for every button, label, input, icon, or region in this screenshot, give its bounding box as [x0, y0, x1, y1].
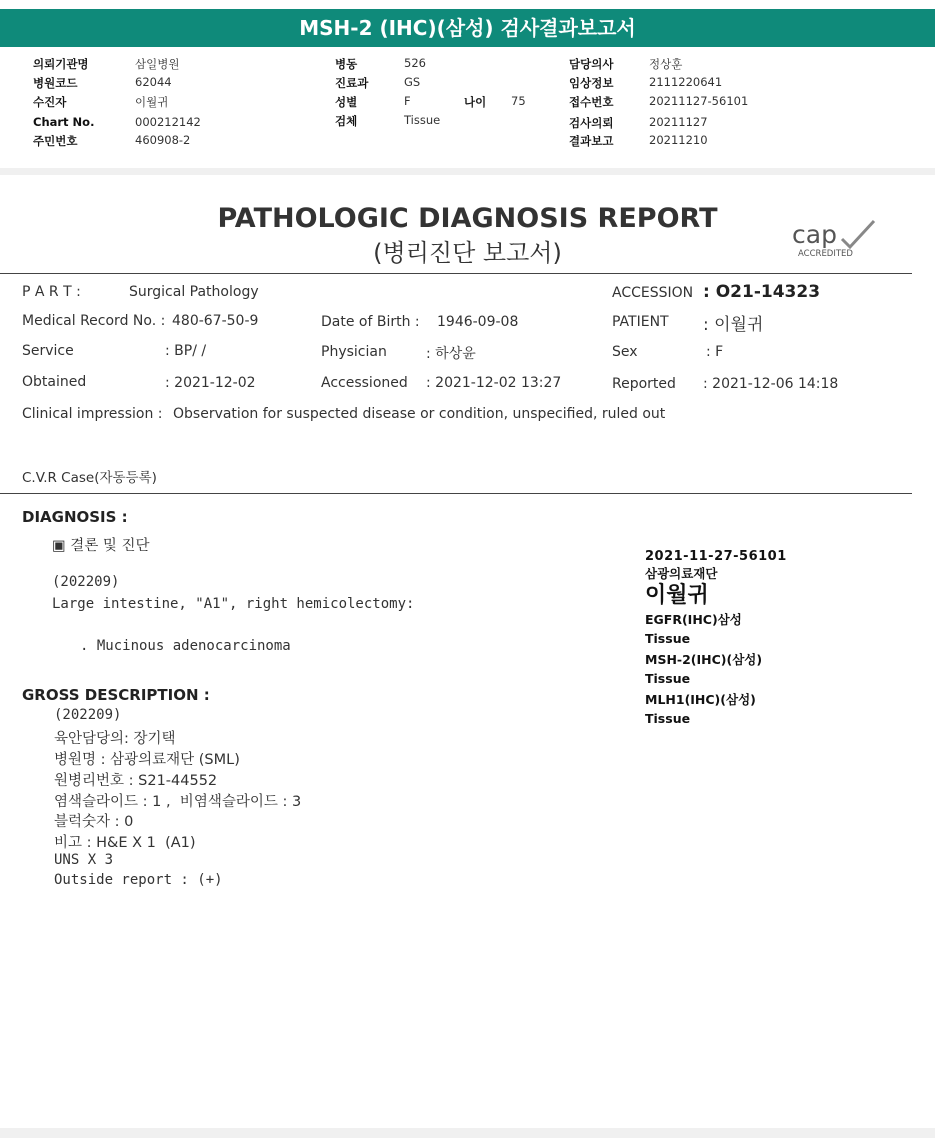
- resident-no-value: 460908-2: [135, 133, 191, 147]
- patient-value: : 이월귀: [703, 315, 764, 335]
- part-label: P A R T :: [22, 284, 81, 300]
- clinical-info-label: 임상정보: [569, 76, 614, 90]
- mrn-label: Medical Record No. :: [22, 313, 166, 329]
- mrn-value: 480-67-50-9: [172, 313, 259, 329]
- gross-line: 원병리번호 : S21-44552: [54, 773, 218, 789]
- dob-label: Date of Birth :: [321, 314, 420, 330]
- gross-line: 염색슬라이드 : 1 , 비염색슬라이드 : 3: [54, 794, 302, 810]
- gross-description-heading: GROSS DESCRIPTION :: [22, 686, 210, 704]
- request-date-label: 검사의뢰: [569, 116, 614, 130]
- result-header: [0, 0, 935, 168]
- sticker-line: Tissue: [645, 631, 691, 646]
- department-label: 진료과: [335, 76, 369, 90]
- pathology-report: [0, 175, 935, 1128]
- sticker-patient-name: 이월귀: [645, 583, 709, 608]
- chart-no-value: 000212142: [135, 115, 201, 129]
- accessioned-label: Accessioned: [321, 375, 408, 391]
- header-title: MSH-2 (IHC)(삼성) 검사결과보고서: [0, 9, 935, 47]
- gross-line: (202209): [54, 707, 122, 723]
- receipt-no-value: 20211127-56101: [649, 94, 749, 108]
- reported-label: Reported: [612, 376, 676, 392]
- sticker-line: MSH-2(IHC)(삼성): [645, 652, 763, 667]
- diagnosis-result: . Mucinous adenocarcinoma: [80, 638, 291, 654]
- report-date-label: 결과보고: [569, 134, 614, 148]
- reported-value: : 2021-12-06 14:18: [703, 376, 839, 392]
- info-divider: [0, 493, 912, 494]
- specimen-value: Tissue: [404, 113, 441, 127]
- age-label: 나이: [464, 95, 487, 109]
- age-value: 75: [511, 94, 526, 108]
- physician-value: : 하상윤: [426, 346, 476, 362]
- clinical-impression-value: Observation for suspected disease or condition, unspecified, ruled out: [173, 406, 666, 422]
- cap-accredited-text: ACCREDITED: [798, 249, 853, 259]
- gross-line: Outside report : (+): [54, 872, 223, 888]
- part-value: Surgical Pathology: [129, 284, 259, 300]
- specimen-label-sticker: [645, 549, 865, 728]
- cap-logo-text: cap: [792, 220, 837, 249]
- clinical-info-value: 2111220641: [649, 75, 723, 89]
- hospital-name-label: 의뢰기관명: [33, 57, 89, 71]
- gross-line: UNS X 3: [54, 852, 114, 868]
- report-title-en: PATHOLOGIC DIAGNOSIS REPORT: [217, 203, 718, 234]
- sticker-line: EGFR(IHC)삼성: [645, 612, 742, 627]
- patient-label: PATIENT: [612, 314, 669, 330]
- gender-label: 성별: [335, 95, 358, 109]
- sticker-line: Tissue: [645, 711, 691, 726]
- cap-accredited-logo: [790, 215, 880, 260]
- hospital-code-label: 병원코드: [33, 76, 78, 90]
- gender-value: F: [404, 94, 411, 108]
- obtained-label: Obtained: [22, 374, 87, 390]
- diagnosis-subheading: ▣ 결론 및 진단: [52, 538, 150, 554]
- specimen-label: 검체: [335, 114, 358, 128]
- hospital-code-value: 62044: [135, 75, 172, 89]
- accession-label: ACCESSION: [612, 285, 694, 301]
- physician-label: Physician: [321, 344, 387, 360]
- diagnosis-line: Large intestine, "A1", right hemicolectomy:: [52, 596, 415, 612]
- receipt-no-label: 접수번호: [569, 95, 614, 109]
- department-value: GS: [404, 75, 421, 89]
- accessioned-value: : 2021-12-02 13:27: [426, 375, 562, 391]
- sticker-org: 삼광의료재단: [645, 566, 718, 581]
- accession-value: : O21-14323: [703, 282, 821, 302]
- sticker-number: 2021-11-27-56101: [645, 549, 787, 564]
- hospital-name-value: 삼일병원: [135, 57, 180, 71]
- diagnosis-code: (202209): [52, 574, 120, 590]
- examinee-label: 수진자: [33, 95, 67, 109]
- report-title-kr: (병리진단 보고서): [373, 239, 562, 267]
- ward-value: 526: [404, 56, 426, 70]
- dob-value: 1946-09-08: [437, 314, 519, 330]
- request-date-value: 20211127: [649, 115, 708, 129]
- doctor-value: 정상훈: [649, 57, 683, 71]
- cvr-case: C.V.R Case(자동등록): [22, 470, 157, 486]
- sticker-line: Tissue: [645, 671, 691, 686]
- doctor-label: 담당의사: [569, 57, 614, 71]
- gross-line: 블럭숫자 : 0: [54, 814, 134, 830]
- diagnosis-heading: DIAGNOSIS :: [22, 508, 128, 526]
- chart-no-label: Chart No.: [33, 115, 95, 129]
- resident-no-label: 주민번호: [33, 134, 78, 148]
- obtained-value: : 2021-12-02: [165, 375, 256, 391]
- gross-line: 육안담당의: 장기택: [54, 731, 176, 747]
- ward-label: 병동: [335, 57, 358, 71]
- gross-line: 비고 : H&E X 1 (A1): [54, 835, 196, 851]
- service-value: : BP/ /: [165, 343, 207, 359]
- examinee-value: 이월귀: [135, 95, 169, 109]
- sex-value: : F: [706, 344, 724, 360]
- sticker-line: MLH1(IHC)(삼성): [645, 692, 756, 707]
- report-date-value: 20211210: [649, 133, 708, 147]
- clinical-impression-label: Clinical impression :: [22, 406, 163, 422]
- service-label: Service: [22, 343, 74, 359]
- title-divider: [0, 273, 912, 274]
- gross-line: 병원명 : 삼광의료재단 (SML): [54, 752, 240, 768]
- sex-label: Sex: [612, 344, 638, 360]
